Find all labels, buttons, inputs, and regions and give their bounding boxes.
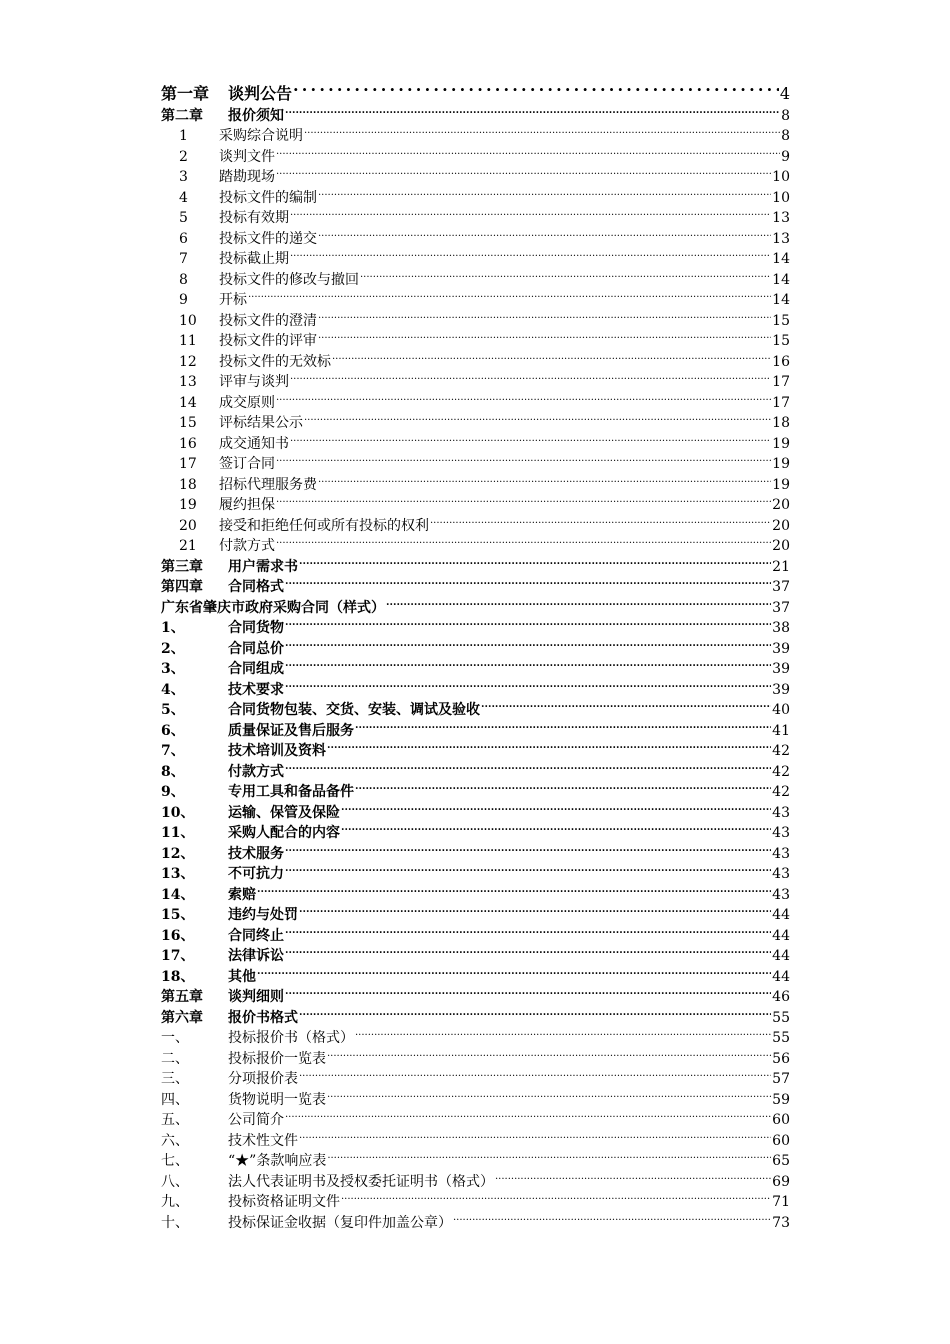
toc-page-number: 42: [772, 763, 790, 780]
toc-leader-dots: [285, 981, 771, 1002]
toc-entry-number: 1: [179, 128, 188, 144]
toc-entry-number: 五、: [161, 1112, 189, 1128]
toc-leader-dots: [318, 304, 771, 325]
toc-leader-dots: [276, 489, 771, 510]
toc-entry-number: 十、: [161, 1214, 189, 1231]
toc-leader-dots: [332, 345, 771, 366]
toc-contract-title: 广东省肇庆市政府采购合同（样式）: [161, 599, 385, 616]
toc-entry-number: 6: [179, 230, 188, 247]
toc-entry-title: 货物说明一览表: [228, 1091, 326, 1108]
toc-leader-dots: [386, 591, 771, 612]
toc-page-number: 60: [772, 1132, 790, 1149]
toc-entry-title: 踏勘现场: [219, 169, 275, 185]
toc-entry-title: 评审与谈判: [219, 374, 289, 390]
toc-leader-dots: [293, 75, 779, 99]
toc-page-number: 39: [772, 640, 790, 657]
toc-leader-dots: [276, 161, 771, 182]
toc-leader-dots: [285, 940, 771, 961]
toc-chapter-title: 合同格式: [228, 579, 284, 595]
toc-leader-dots: [285, 612, 771, 633]
toc-entry-number: 15、: [161, 907, 195, 923]
toc-page-number: 13: [772, 210, 790, 226]
toc-entry-title: “★”条款响应表: [228, 1153, 327, 1169]
toc-leader-dots: [276, 448, 771, 469]
toc-chapter-title: 谈判公告: [228, 84, 293, 103]
toc-chapter-number: 第六章: [161, 1009, 203, 1026]
toc-entry-title: 不可抗力: [228, 866, 284, 882]
toc-leader-dots: [360, 263, 771, 284]
toc-entry-title: 付款方式: [228, 763, 284, 780]
toc-leader-dots: [341, 1186, 771, 1207]
toc-leader-dots: [257, 960, 771, 981]
toc-page-number: 41: [772, 722, 790, 739]
toc-entry-title: 合同组成: [228, 661, 284, 677]
toc-entry-number: 3: [179, 169, 188, 185]
toc-page-number: 14: [772, 292, 790, 308]
toc-leader-dots: [285, 858, 771, 879]
toc-entry-title: 投标文件的评审: [219, 333, 317, 349]
toc-page-number: 15: [772, 333, 790, 349]
toc-page-number: 17: [772, 394, 790, 411]
toc-leader-dots: [290, 427, 771, 448]
chapter-6-section-list: [161, 1022, 790, 1231]
toc-entry-number: 1、: [161, 620, 185, 636]
toc-leader-dots: [304, 120, 780, 141]
toc-entry-title: 公司简介: [228, 1112, 284, 1128]
toc-entry-title: 谈判文件: [219, 148, 275, 165]
toc-page-number: 43: [772, 825, 790, 841]
table-of-contents: [161, 75, 790, 1231]
toc-page-number: 13: [772, 230, 790, 247]
toc-entry-title: 采购人配合的内容: [228, 825, 340, 841]
toc-entry-title: 履约担保: [219, 497, 275, 513]
toc-chapter-title: 报价须知: [228, 107, 284, 124]
toc-page-number: 44: [772, 927, 790, 944]
toc-entry-title: 投标截止期: [219, 251, 289, 267]
toc-leader-dots: [327, 1083, 771, 1104]
toc-entry-number: 7、: [161, 743, 185, 759]
toc-entry-number: 13: [179, 374, 197, 390]
toc-page-number: 43: [772, 804, 790, 821]
toc-page-number: 57: [772, 1071, 790, 1087]
toc-page-number: 4: [779, 84, 790, 103]
toc-leader-dots: [327, 1042, 771, 1063]
toc-leader-dots: [290, 202, 771, 223]
toc-leader-dots: [285, 919, 771, 940]
toc-chapter-number: 第一章: [161, 84, 210, 103]
toc-leader-dots: [341, 817, 771, 838]
toc-entry-title: 接受和拒绝任何或所有投标的权利: [219, 517, 429, 534]
toc-entry-title: 投标有效期: [219, 210, 289, 226]
toc-page-number: 60: [772, 1112, 790, 1128]
toc-entry-number: 17、: [161, 948, 195, 964]
toc-page-number: 71: [772, 1194, 790, 1210]
toc-entry-title: 成交原则: [219, 394, 275, 411]
toc-entry-number: 18: [179, 476, 197, 493]
toc-leader-dots: [290, 243, 771, 264]
toc-page-number: 15: [772, 312, 790, 329]
toc-leader-dots: [355, 1022, 771, 1043]
toc-entry-title: 投标文件的澄清: [219, 312, 317, 329]
toc-entry-number: 16、: [161, 927, 195, 944]
toc-leader-dots: [285, 653, 771, 674]
toc-entry-title: 技术要求: [228, 681, 284, 698]
toc-entry[interactable]: [161, 304, 790, 329]
toc-page-number: 8: [781, 107, 790, 124]
toc-page-number: 69: [772, 1173, 790, 1190]
toc-leader-dots: [453, 1206, 771, 1227]
toc-leader-dots: [276, 386, 771, 407]
toc-entry-title: 投标保证金收据（复印件加盖公章）: [228, 1214, 452, 1231]
toc-leader-dots: [341, 796, 771, 817]
toc-leader-dots: [299, 1001, 771, 1022]
toc-leader-dots: [318, 222, 771, 243]
toc-entry-title: 签订合同: [219, 456, 275, 472]
toc-entry-number: 2、: [161, 640, 185, 657]
toc-page-number: 42: [772, 743, 790, 759]
toc-page-number: 37: [772, 579, 790, 595]
toc-leader-dots: [248, 284, 771, 305]
toc-entry-title: 技术服务: [228, 845, 284, 862]
toc-entry-number: 七、: [161, 1153, 189, 1169]
toc-entry-number: 11: [179, 333, 197, 349]
toc-entry-number: 九、: [161, 1194, 189, 1210]
toc-chapter-title: 用户需求书: [228, 558, 298, 575]
toc-leader-dots: [285, 571, 771, 592]
toc-page-number: 39: [772, 661, 790, 677]
toc-entry-number: 12、: [161, 845, 195, 862]
toc-chapter-title: 谈判细则: [228, 989, 284, 1005]
toc-entry-title: 质量保证及售后服务: [228, 722, 354, 739]
toc-entry-number: 一、: [161, 1030, 189, 1046]
toc-entry-title: 投标报价书（格式）: [228, 1030, 354, 1046]
toc-leader-dots: [299, 1124, 771, 1145]
toc-entry-number: 17: [179, 456, 197, 472]
toc-page-number: 55: [772, 1009, 790, 1026]
toc-leader-dots: [495, 1165, 771, 1186]
toc-page-number: 16: [772, 353, 790, 370]
toc-leader-dots: [285, 632, 771, 653]
toc-leader-dots: [285, 837, 771, 858]
toc-entry-title: 评标结果公示: [219, 415, 303, 431]
toc-leader-dots: [327, 1145, 771, 1166]
toc-entry-title: 投标文件的编制: [219, 189, 317, 206]
toc-leader-dots: [257, 878, 771, 899]
toc-entry-chapter-1[interactable]: [161, 75, 790, 103]
toc-page-number: 56: [772, 1050, 790, 1067]
toc-entry-number: 6、: [161, 722, 185, 739]
toc-entry-number: 19: [179, 497, 197, 513]
toc-entry-number: 二、: [161, 1050, 189, 1067]
toc-page-number: 20: [772, 538, 790, 554]
toc-leader-dots: [276, 140, 780, 161]
toc-entry-number: 4、: [161, 681, 185, 698]
toc-leader-dots: [481, 694, 771, 715]
toc-leader-dots: [355, 776, 771, 797]
toc-entry[interactable]: [161, 284, 790, 308]
toc-entry-title: 技术培训及资料: [228, 743, 326, 759]
toc-page-number: 19: [772, 476, 790, 493]
toc-entry-title: 法人代表证明书及授权委托证明书（格式）: [228, 1173, 494, 1190]
toc-entry-number: 10: [179, 312, 197, 329]
contract-section-list: [161, 612, 790, 985]
toc-leader-dots: [318, 468, 771, 489]
toc-entry-number: 9、: [161, 784, 185, 800]
toc-chapter-title: 报价书格式: [228, 1009, 298, 1026]
toc-page-number: 19: [772, 435, 790, 452]
toc-page-number: 43: [772, 866, 790, 882]
toc-page-number: 9: [781, 148, 790, 165]
toc-leader-dots: [299, 550, 771, 571]
toc-page-number: 65: [772, 1153, 790, 1169]
toc-entry-number: 13、: [161, 866, 195, 882]
toc-entry-title: 开标: [219, 292, 247, 308]
toc-entry-title: 投标文件的递交: [219, 230, 317, 247]
toc-entry-title: 成交通知书: [219, 435, 289, 452]
toc-leader-dots: [285, 99, 780, 120]
toc-page-number: 8: [781, 128, 790, 144]
toc-entry-title: 投标文件的无效标: [219, 353, 331, 370]
toc-leader-dots: [318, 325, 771, 346]
toc-entry-title: 合同终止: [228, 927, 284, 944]
toc-leader-dots: [299, 899, 771, 920]
toc-entry-title: 索赔: [228, 886, 256, 903]
toc-page-number: 17: [772, 374, 790, 390]
toc-entry-title: 采购综合说明: [219, 128, 303, 144]
toc-entry-title: 其他: [228, 968, 256, 985]
toc-entry-number: 12: [179, 353, 197, 370]
toc-chapter-number: 第五章: [161, 989, 203, 1005]
toc-page-number: 14: [772, 271, 790, 288]
toc-page-number: 14: [772, 251, 790, 267]
toc-page-number: 42: [772, 784, 790, 800]
toc-leader-dots: [299, 1063, 771, 1084]
toc-page-number: 44: [772, 907, 790, 923]
toc-page-number: 20: [772, 517, 790, 534]
toc-chapter-number: 第三章: [161, 558, 203, 575]
toc-entry-title: 付款方式: [219, 538, 275, 554]
toc-leader-dots: [285, 673, 771, 694]
toc-entry-number: 三、: [161, 1071, 189, 1087]
toc-leader-dots: [276, 530, 771, 551]
toc-leader-dots: [430, 509, 771, 530]
toc-entry-title: 投标文件的修改与撤回: [219, 271, 359, 288]
toc-entry-title: 违约与处罚: [228, 907, 298, 923]
toc-page-number: 43: [772, 886, 790, 903]
toc-page-number: 21: [772, 558, 790, 575]
toc-entry-number: 14、: [161, 886, 195, 903]
toc-entry-number: 14: [179, 394, 197, 411]
toc-page-number: 43: [772, 845, 790, 862]
toc-entry-number: 11、: [161, 825, 195, 841]
toc-entry-number: 8: [179, 271, 188, 288]
toc-page-number: 19: [772, 456, 790, 472]
toc-entry-number: 2: [179, 148, 188, 165]
toc-entry-number: 7: [179, 251, 188, 267]
toc-entry-title: 合同货物包装、交货、安装、调试及验收: [228, 702, 480, 718]
toc-page-number: 38: [772, 620, 790, 636]
toc-entry-number: 21: [179, 538, 197, 554]
toc-page-number: 18: [772, 415, 790, 431]
toc-leader-dots: [318, 181, 771, 202]
toc-entry-title: 法律诉讼: [228, 948, 284, 964]
toc-entry-title: 投标资格证明文件: [228, 1194, 340, 1210]
toc-page-number: 39: [772, 681, 790, 698]
toc-leader-dots: [304, 407, 771, 428]
toc-page-number: 40: [772, 702, 790, 718]
toc-chapter-number: 第四章: [161, 579, 203, 595]
toc-leader-dots: [285, 755, 771, 776]
toc-entry-number: 10、: [161, 804, 195, 821]
toc-leader-dots: [290, 366, 771, 387]
toc-leader-dots: [285, 1104, 771, 1125]
toc-page-number: 44: [772, 968, 790, 985]
toc-page-number: 55: [772, 1030, 790, 1046]
toc-entry-title: 分项报价表: [228, 1071, 298, 1087]
toc-entry-number: 8、: [161, 763, 185, 780]
toc-entry-number: 4: [179, 189, 188, 206]
toc-page-number: 59: [772, 1091, 790, 1108]
chapter-2-section-list: [161, 120, 790, 554]
toc-chapter-number: 第二章: [161, 107, 203, 124]
toc-entry-number: 四、: [161, 1091, 189, 1108]
toc-page-number: 37: [772, 599, 790, 616]
toc-entry-title: 招标代理服务费: [219, 476, 317, 493]
toc-page-number: 20: [772, 497, 790, 513]
toc-entry-number: 八、: [161, 1173, 189, 1190]
toc-entry-title: 运输、保管及保险: [228, 804, 340, 821]
toc-entry-number: 5: [179, 210, 188, 226]
toc-leader-dots: [355, 714, 771, 735]
toc-entry-number: 9: [179, 292, 188, 308]
toc-page-number: 73: [772, 1214, 790, 1231]
toc-entry-title: 技术性文件: [228, 1132, 298, 1149]
toc-entry-number: 16: [179, 435, 197, 452]
toc-page-number: 10: [772, 189, 790, 206]
toc-entry-number: 5、: [161, 702, 185, 718]
toc-entry-title: 合同货物: [228, 620, 284, 636]
toc-entry-number: 3、: [161, 661, 185, 677]
toc-entry-number: 20: [179, 517, 197, 534]
toc-page-number: 10: [772, 169, 790, 185]
toc-entry-title: 合同总价: [228, 640, 284, 657]
toc-entry-number: 18、: [161, 968, 195, 985]
toc-leader-dots: [327, 735, 771, 756]
toc-page-number: 44: [772, 948, 790, 964]
toc-entry-title: 投标报价一览表: [228, 1050, 326, 1067]
toc-entry-number: 15: [179, 415, 197, 431]
toc-entry-title: 专用工具和备品备件: [228, 784, 354, 800]
toc-entry-number: 六、: [161, 1132, 189, 1149]
toc-page-number: 46: [772, 989, 790, 1005]
